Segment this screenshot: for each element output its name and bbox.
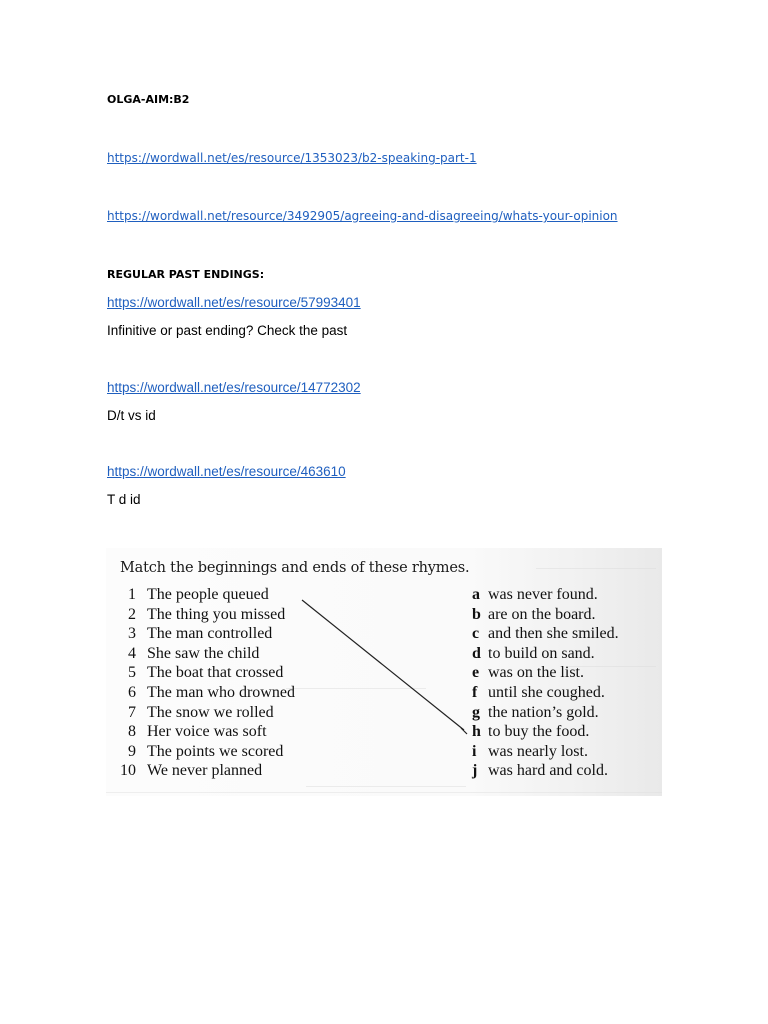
rhyme-letter: g bbox=[472, 703, 480, 721]
rhyme-ending: until she coughed. bbox=[488, 684, 605, 701]
rhyme-beginning: The people queued bbox=[147, 586, 269, 603]
section-heading: REGULAR PAST ENDINGS: bbox=[107, 268, 265, 281]
document-title: OLGA-AIM:B2 bbox=[107, 93, 190, 106]
link-resource-3[interactable]: https://wordwall.net/es/resource/463610 bbox=[107, 464, 346, 479]
rhyme-letter: i bbox=[472, 742, 477, 760]
rhyme-number: 4 bbox=[128, 644, 136, 662]
exercise-scan bbox=[106, 548, 662, 796]
rhyme-beginning: We never planned bbox=[147, 762, 263, 780]
rhyme-ending: and then she smiled. bbox=[488, 625, 619, 643]
rhyme-ending: was never found. bbox=[488, 586, 598, 603]
link-resource-1[interactable]: https://wordwall.net/es/resource/57993401 bbox=[107, 295, 361, 310]
rhyme-beginning: The man who drowned bbox=[147, 684, 295, 701]
link-resource-2[interactable]: https://wordwall.net/es/resource/14772302 bbox=[107, 380, 361, 395]
rhyme-ending: was hard and cold. bbox=[488, 762, 608, 780]
match-line-1-h bbox=[302, 600, 464, 730]
rhyme-ending: to buy the food. bbox=[488, 723, 590, 741]
rhyme-beginning: The points we scored bbox=[147, 742, 284, 760]
resource-2-note: D/t vs id bbox=[107, 408, 156, 423]
rhyme-letter: c bbox=[472, 625, 480, 643]
rhyme-letter: j bbox=[472, 762, 478, 780]
rhyme-ending: the nation’s gold. bbox=[488, 703, 599, 721]
rhyme-number: 10 bbox=[120, 762, 136, 780]
rhyme-ending: to build on sand. bbox=[488, 644, 595, 662]
rhyme-number: 6 bbox=[128, 684, 136, 701]
rhyme-letter: e bbox=[472, 664, 480, 682]
resource-1-note: Infinitive or past ending? Check the past bbox=[107, 323, 348, 338]
rhyme-number: 8 bbox=[128, 723, 136, 741]
rhyme-ending: was on the list. bbox=[488, 664, 584, 682]
rhyme-ending: are on the board. bbox=[488, 605, 596, 623]
link-agreeing-disagreeing[interactable]: https://wordwall.net/resource/3492905/agreeing-and-disagreeing/whats-your-opinion bbox=[107, 209, 618, 223]
match-line-svg bbox=[106, 548, 662, 796]
rhyme-number: 1 bbox=[128, 586, 136, 603]
rhyme-letter: f bbox=[472, 684, 478, 701]
exercise-instruction: Match the beginnings and ends of these rhymes. bbox=[120, 560, 470, 576]
rhyme-beginning: The thing you missed bbox=[147, 605, 286, 623]
rhyme-number: 9 bbox=[128, 742, 136, 760]
rhyme-number: 7 bbox=[128, 703, 136, 721]
resource-3-note: T d id bbox=[107, 492, 141, 507]
link-b2-speaking[interactable]: https://wordwall.net/es/resource/1353023/b2-speaking-part-1 bbox=[107, 151, 477, 165]
rhyme-ending: was nearly lost. bbox=[488, 742, 588, 760]
rhyme-beginning: She saw the child bbox=[147, 644, 260, 662]
rhyme-beginning: Her voice was soft bbox=[147, 723, 267, 741]
rhyme-number: 3 bbox=[128, 625, 136, 643]
match-line-1-h-tip bbox=[461, 728, 467, 734]
rhyme-number: 5 bbox=[128, 664, 136, 682]
rhyme-number: 2 bbox=[128, 605, 136, 623]
rhyme-beginning: The boat that crossed bbox=[147, 664, 284, 682]
rhyme-letter: d bbox=[472, 644, 481, 662]
rhyme-beginning: The man controlled bbox=[147, 625, 273, 643]
rhyme-letter: b bbox=[472, 605, 481, 623]
rhyme-letter: h bbox=[472, 723, 481, 741]
rhyme-beginning: The snow we rolled bbox=[147, 703, 274, 721]
rhyme-letter: a bbox=[472, 586, 480, 603]
